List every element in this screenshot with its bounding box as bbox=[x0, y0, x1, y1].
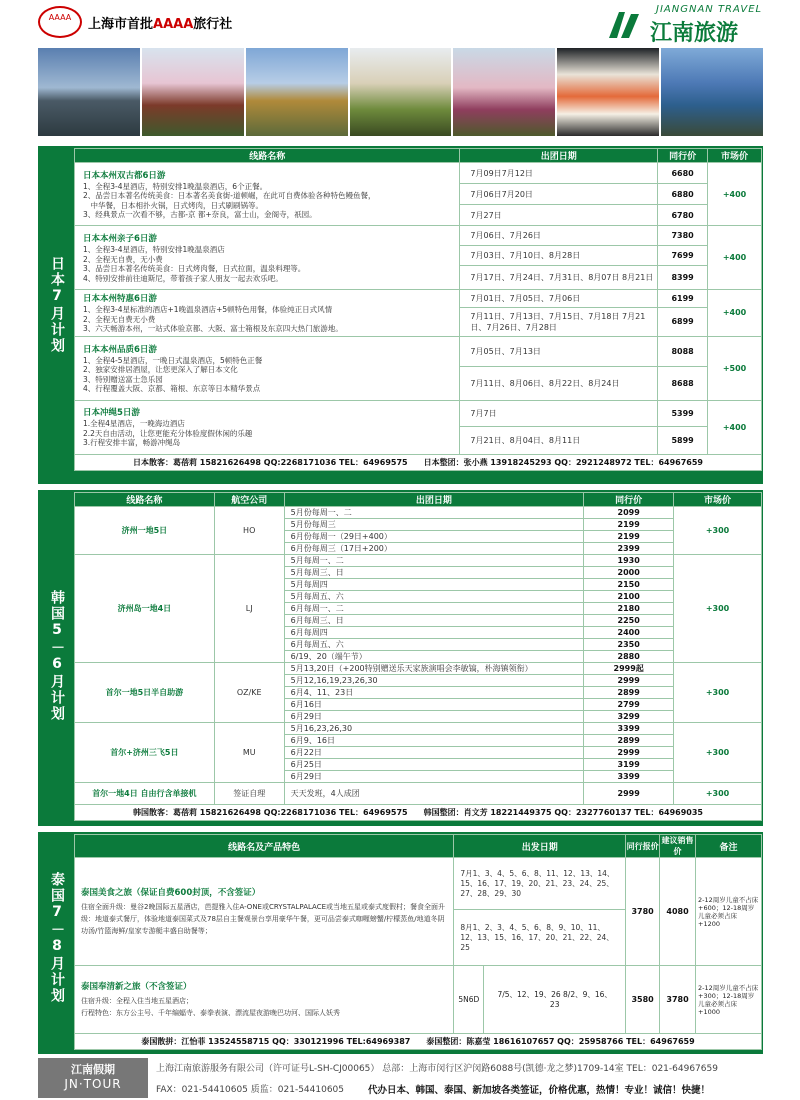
route-title: 日本本州品质6日游 bbox=[83, 344, 157, 355]
departure-date: 7月06日7月20日 bbox=[460, 184, 658, 205]
header-peer-price: 同行报价 bbox=[626, 835, 660, 858]
new-year-decoration-photo bbox=[350, 48, 452, 136]
market-price: +400 bbox=[708, 226, 762, 290]
departure-date: 6月29日 bbox=[284, 771, 584, 783]
peer-price: 1930 bbox=[584, 555, 674, 567]
logo-cn: 江南假期 bbox=[71, 1063, 115, 1076]
route-line: 2、品尝日本著名传统美食：日本著名美食街-道顿崛，在此可自费体验各种特色鳗鱼餐， bbox=[83, 191, 376, 200]
route-line: 1.全程4星酒店，一晚海边酒店 bbox=[83, 419, 185, 429]
peer-price: 3780 bbox=[626, 858, 660, 966]
route-name: 济州岛一地4日 bbox=[75, 555, 215, 663]
route-cell bbox=[75, 336, 460, 400]
route-line: 3、特别赠送富士急乐园 bbox=[83, 374, 163, 384]
peer-price: 2999起 bbox=[584, 663, 674, 675]
departure-dates-july: 7月1、3、4、5、6、8、11、12、13、14、15、16、17、19、20、21、23、24、25、27、28、29、30 bbox=[454, 858, 626, 910]
departure-date: 6月29日 bbox=[284, 711, 584, 723]
japan-section bbox=[38, 146, 763, 484]
korea-section bbox=[38, 490, 763, 826]
market-price: +400 bbox=[708, 163, 762, 226]
korea-table bbox=[74, 492, 762, 821]
route-name: 首尔+济州三飞5日 bbox=[75, 723, 215, 783]
route-line: 1、全程3-4星标准的酒店+1晚温泉酒店+5顿特色用餐，体验纯正日式风情 bbox=[83, 305, 333, 314]
trip-days: 5N6D bbox=[454, 966, 484, 1034]
departure-date: 7月03日、7月10日、8月28日 bbox=[460, 246, 658, 266]
airline: OZ/KE bbox=[214, 663, 284, 723]
jn-tour-logo bbox=[38, 1058, 148, 1098]
peer-price: 2099 bbox=[584, 507, 674, 519]
header-date: 出团日期 bbox=[284, 493, 584, 507]
route-line: 2、独家安排居酒屋，让您更深入了解日本文化 bbox=[83, 365, 238, 374]
header-date: 出发日期 bbox=[454, 835, 626, 858]
photo-strip bbox=[38, 48, 763, 136]
departure-date: 5月13,20日（+200特别赠送乐天家族演唱会李敏镐，朴海镇领衔） bbox=[284, 663, 584, 675]
route-title: 日本本州特惠6日游 bbox=[83, 294, 157, 304]
route-cell bbox=[75, 290, 460, 337]
route-line: 1、全程3-4星酒店，特别安排1晚温泉酒店，6个正餐。 bbox=[83, 181, 268, 191]
departure-date: 5月份每周三 bbox=[284, 519, 584, 531]
departure-date: 6月4、11、23日 bbox=[284, 687, 584, 699]
route-line: 3.行程安排丰富，畅游冲绳岛 bbox=[83, 438, 181, 448]
route-line: 1、全程4-5星酒店，一晚日式温泉酒店，5顿特色正餐 bbox=[83, 355, 263, 365]
route-line: 2、全程无自费，无小费 bbox=[83, 254, 163, 264]
departure-date: 7月11日、8月06日、8月22日、8月24日 bbox=[460, 366, 658, 400]
market-price: +300 bbox=[674, 507, 762, 555]
visa-slogan: 代办日本、韩国、泰国、新加坡各类签证，价格优惠，热情！专业！诚信！快捷！ bbox=[368, 1085, 711, 1096]
departure-date: 6月16日 bbox=[284, 699, 584, 711]
peer-price: 2199 bbox=[584, 531, 674, 543]
route-description: 住宿全面升级：曼谷2晚国际五星酒店，芭提雅入住A-ONE或CRYSTALPALACE或当地五星或泰式度假村；餐食全面升级：地道泰式餐厅，体验地道泰国菜式及78层自主餐观景台享用豪华午餐，更可品尝泰式咖喱螃蟹/柠檬蒸鱼/地道冬阴功汤/竹篮海鲜/皇家专游艇丰盛自助餐等； bbox=[81, 903, 446, 935]
header-market-price: 市场价 bbox=[674, 493, 762, 507]
peer-price: 5899 bbox=[658, 426, 708, 454]
agency-highlight: AAAA bbox=[153, 17, 194, 32]
departure-date: 7月05日、7月13日 bbox=[460, 336, 658, 366]
departure-date: 5月份每周一、二 bbox=[284, 507, 584, 519]
departure-date: 6月每周五、六 bbox=[284, 639, 584, 651]
header-market-price: 市场价 bbox=[708, 149, 762, 163]
header-peer-price: 同行价 bbox=[658, 149, 708, 163]
golden-pavilion-photo bbox=[246, 48, 348, 136]
market-price: +300 bbox=[674, 663, 762, 723]
header-peer-price: 同行价 bbox=[584, 493, 674, 507]
route-line: 3、经典景点一次看不够，古都-京 都+奈良，富士山，金阁寺，祇园。 bbox=[83, 210, 317, 219]
route-line: 4、行程覆盖大阪、京都、箱根、东京等日本精华景点 bbox=[83, 384, 261, 393]
departure-date: 5月每周一、二 bbox=[284, 555, 584, 567]
child-note: 2-12周岁儿童不占床+300；12-18周岁儿童必须占床+1000 bbox=[696, 966, 762, 1034]
departure-date: 7月01日、7月05日、7月06日 bbox=[460, 290, 658, 308]
departure-dates-august: 8月1、2、3、4、5、6、8、9、10、11、12、13、15、16、17、20、21、22、24、25 bbox=[454, 910, 626, 966]
route-cell bbox=[75, 163, 460, 226]
peer-price: 6199 bbox=[658, 290, 708, 308]
agency-title bbox=[88, 13, 232, 32]
route-line: 2.2天自由活动，让您更能充分体验度假休闲的乐趣 bbox=[83, 428, 253, 438]
peer-price: 2899 bbox=[584, 735, 674, 747]
peer-price: 8688 bbox=[658, 366, 708, 400]
departure-date: 5月12,16,19,23,26,30 bbox=[284, 675, 584, 687]
departure-date: 6月份每周一（29日+400） bbox=[284, 531, 584, 543]
thailand-contact-footer: 泰国散拼：江怡菲 13524558715 QQ：330121996 TEL:64969387 泰国整团：陈嘉莹 18616107657 QQ：25958766 TEL：64967659 bbox=[75, 1034, 762, 1050]
market-price: +300 bbox=[674, 783, 762, 805]
korea-contact-footer: 韩国散客：葛蓓莉 15821626498 QQ:2268171036 TEL：64969575 韩国整团：肖文芳 18221449375 QQ：2327760137 TEL：64969035 bbox=[75, 805, 762, 821]
route-line: 4、特别安排前往迪斯尼，带着孩子家人朋友一起去欢乐吧。 bbox=[83, 273, 283, 283]
route-cell bbox=[75, 858, 454, 966]
korea-side-label: 韩国5－6月计划 bbox=[49, 590, 65, 722]
route-line: 3、六天畅游本州，一站式体验京都、大阪、富士箱根及东京四大热门旅游地。 bbox=[83, 324, 343, 333]
airline: LJ bbox=[214, 555, 284, 663]
departure-date: 6月每周三、日 bbox=[284, 615, 584, 627]
header-route: 线路名称 bbox=[75, 149, 460, 163]
cherry-temple-photo bbox=[142, 48, 244, 136]
japan-table bbox=[74, 148, 762, 471]
departure-date: 5月16,23,26,30 bbox=[284, 723, 584, 735]
child-note: 2-12周岁儿童不占床+600；12-18周岁儿童必须占床+1200 bbox=[696, 858, 762, 966]
route-description: 住宿升级：全程入住当地五星酒店； bbox=[81, 997, 193, 1005]
market-price: +400 bbox=[708, 400, 762, 454]
departure-date: 7月06日、7月26日 bbox=[460, 226, 658, 246]
header-date: 出团日期 bbox=[460, 149, 658, 163]
route-cell bbox=[75, 226, 460, 290]
departure-date: 7月11日、7月13日、7月15日、7月18日 7月21日、7月26日、7月28日 bbox=[460, 308, 658, 336]
departure-date: 6月每周四 bbox=[284, 627, 584, 639]
peer-price: 2999 bbox=[584, 783, 674, 805]
route-title: 日本冲绳5日游 bbox=[83, 408, 140, 419]
company-footer bbox=[38, 1058, 763, 1100]
departure-date: 6月22日 bbox=[284, 747, 584, 759]
route-title: 泰国美食之旅（保证自费600封顶，不含签证） bbox=[81, 888, 261, 898]
sushi-photo bbox=[557, 48, 659, 136]
peer-price: 3199 bbox=[584, 759, 674, 771]
peer-price: 2250 bbox=[584, 615, 674, 627]
peer-price: 6780 bbox=[658, 205, 708, 226]
peer-price: 6880 bbox=[658, 184, 708, 205]
sale-price: 3780 bbox=[660, 966, 696, 1034]
header-sale-price: 建议销售价 bbox=[661, 836, 694, 856]
airline: 签证自理 bbox=[214, 783, 284, 805]
departure-date: 天天发班，4人成团 bbox=[284, 783, 584, 805]
sale-price: 4080 bbox=[660, 858, 696, 966]
route-cell bbox=[75, 966, 454, 1034]
route-description: 行程特色：东方公主号、千年编蝠寺、泰拳表演、漂流屋夜游晚巴功河、国际人妖秀 bbox=[81, 1009, 340, 1017]
peer-price: 2880 bbox=[584, 651, 674, 663]
market-price: +300 bbox=[674, 555, 762, 663]
departure-date: 6/19、20（端午节） bbox=[284, 651, 584, 663]
agency-suffix: 旅行社 bbox=[193, 17, 233, 32]
route-title: 泰国奉清新之旅（不含签证） bbox=[81, 982, 192, 992]
peer-price: 2350 bbox=[584, 639, 674, 651]
header-route: 线路名称 bbox=[75, 493, 215, 507]
departure-date: 7月09日7月12日 bbox=[460, 163, 658, 184]
route-line: 中华餐，日本相扑火锅，日式烤肉，日式刷刷锅等。 bbox=[83, 200, 263, 210]
market-price: +300 bbox=[674, 723, 762, 783]
logo-en: JN·TOUR bbox=[64, 1077, 122, 1091]
peer-price: 8088 bbox=[658, 336, 708, 366]
peer-price: 2899 bbox=[584, 687, 674, 699]
thailand-table bbox=[74, 834, 762, 1050]
jiangnan-logo-icon bbox=[605, 8, 643, 42]
departure-date: 6月份每周三（17日+200） bbox=[284, 543, 584, 555]
tokyo-city-photo bbox=[38, 48, 140, 136]
departure-date: 7月21日、8月04日、8月11日 bbox=[460, 426, 658, 454]
peer-price: 3580 bbox=[626, 966, 660, 1034]
route-title: 日本本州双古都6日游 bbox=[83, 170, 166, 181]
thailand-side-label: 泰国7－8月计划 bbox=[49, 872, 65, 1004]
aaaa-badge-logo: AAAA bbox=[38, 6, 82, 38]
departure-date: 6月25日 bbox=[284, 759, 584, 771]
header bbox=[0, 0, 800, 46]
peer-price: 3399 bbox=[584, 771, 674, 783]
agency-prefix: 上海市首批 bbox=[88, 17, 154, 32]
airline: MU bbox=[214, 723, 284, 783]
departure-date: 7月17日、7月24日、7月31日、8月07日 8月21日 bbox=[460, 266, 658, 290]
departure-date: 7月27日 bbox=[460, 205, 658, 226]
peer-price: 2199 bbox=[584, 519, 674, 531]
peer-price: 3299 bbox=[584, 711, 674, 723]
departure-date: 7月7日 bbox=[460, 400, 658, 426]
kimono-girls-photo bbox=[453, 48, 555, 136]
peer-price: 3399 bbox=[584, 723, 674, 735]
header-airline: 航空公司 bbox=[214, 493, 284, 507]
peer-price: 2180 bbox=[584, 603, 674, 615]
header-route: 线路名及产品特色 bbox=[75, 835, 454, 858]
departure-dates: 7/5、12、19、26 8/2、9、16、23 bbox=[484, 966, 626, 1034]
peer-price: 2999 bbox=[584, 747, 674, 759]
route-line: 3、品尝日本著名传统美食：日式烤肉餐，日式拉面，温泉料理等。 bbox=[83, 264, 306, 273]
route-line: 2、全程无自费无小费 bbox=[83, 314, 156, 324]
route-name: 济州一地5日 bbox=[75, 507, 215, 555]
route-cell bbox=[75, 400, 460, 454]
brand-chinese-name: 江南旅游 bbox=[650, 21, 739, 46]
departure-date: 5月每周五、六 bbox=[284, 591, 584, 603]
peer-price: 2000 bbox=[584, 567, 674, 579]
peer-price: 2999 bbox=[584, 675, 674, 687]
market-price: +500 bbox=[708, 336, 762, 400]
departure-date: 6月每周一、二 bbox=[284, 603, 584, 615]
japan-contact-footer: 日本散客：葛蓓莉 15821626498 QQ:2268171036 TEL：64969575 日本整团：张小燕 13918245293 QQ：2921248972 TEL：64967659 bbox=[75, 454, 762, 470]
route-line: 1、全程3-4星酒店，特别安排1晚温泉酒店 bbox=[83, 245, 225, 254]
peer-price: 2100 bbox=[584, 591, 674, 603]
peer-price: 8399 bbox=[658, 266, 708, 290]
peer-price: 6899 bbox=[658, 308, 708, 336]
route-name: 首尔一地5日半自助游 bbox=[75, 663, 215, 723]
route-name: 首尔一地4日 自由行含单接机 bbox=[75, 783, 215, 805]
route-title: 日本本州亲子6日游 bbox=[83, 234, 157, 244]
peer-price: 6680 bbox=[658, 163, 708, 184]
fax-info: FAX：021-54410605 质监：021-54410605 bbox=[156, 1085, 345, 1095]
thailand-section bbox=[38, 832, 763, 1054]
peer-price: 7380 bbox=[658, 226, 708, 246]
header-note: 备注 bbox=[696, 835, 762, 858]
departure-date: 5月每周四 bbox=[284, 579, 584, 591]
peer-price: 2799 bbox=[584, 699, 674, 711]
peer-price: 2399 bbox=[584, 543, 674, 555]
japan-side-label: 日本7月计划 bbox=[49, 256, 65, 354]
coast-photo bbox=[661, 48, 763, 136]
peer-price: 2400 bbox=[584, 627, 674, 639]
airline: HO bbox=[214, 507, 284, 555]
peer-price: 5399 bbox=[658, 400, 708, 426]
departure-date: 6月9、16日 bbox=[284, 735, 584, 747]
company-info: 上海江南旅游服务有限公司（许可证号L-SH-CJ00065） 总部：上海市闵行区沪闵路6088号(凯德·龙之梦)1709-14室 TEL：021-64967659 bbox=[156, 1064, 718, 1074]
market-price: +400 bbox=[708, 290, 762, 337]
departure-date: 5月每周三、日 bbox=[284, 567, 584, 579]
brand-english-name: JIANGNAN TRAVEL bbox=[656, 4, 763, 15]
peer-price: 2150 bbox=[584, 579, 674, 591]
peer-price: 7699 bbox=[658, 246, 708, 266]
